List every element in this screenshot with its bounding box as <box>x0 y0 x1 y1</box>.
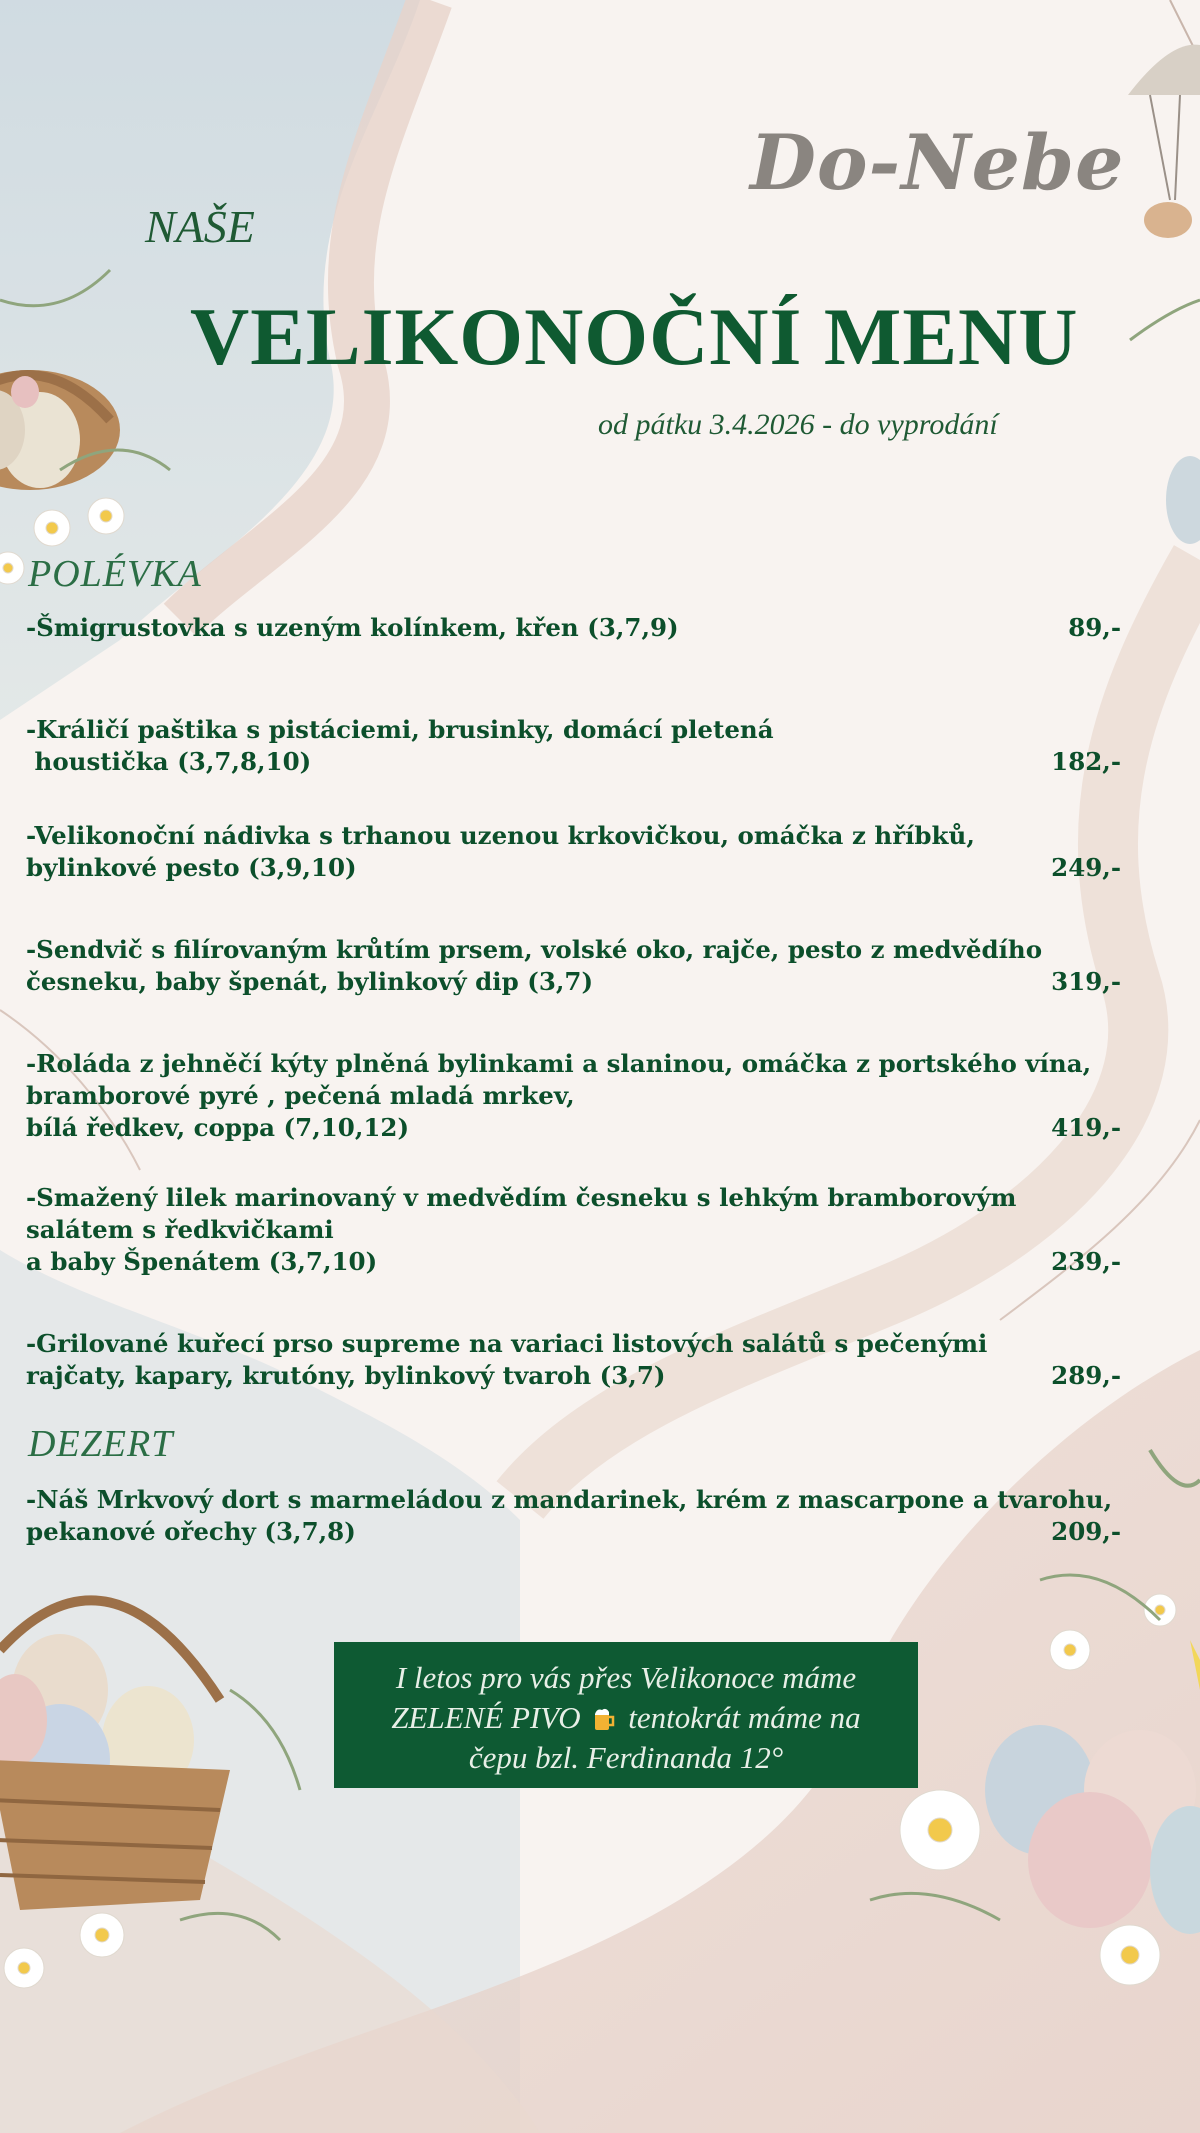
menu-item-text: -Šmigrustovka s uzeným kolínkem, křen (3,7,9) <box>26 613 679 642</box>
menu-item-text: houstička (3,7,8,10) <box>26 747 312 776</box>
menu-item-text: bylinkové pesto (3,9,10) <box>26 853 357 882</box>
menu-item-text: -Smažený lilek marinovaný v medvědím česneku s lehkým bramborovým <box>26 1183 1017 1212</box>
menu-item-text: -Králičí paštika s pistáciemi, brusinky, domácí pletená <box>26 715 774 744</box>
validity-subtitle: od pátku 3.4.2026 - do vyprodání <box>598 408 998 441</box>
menu-item-text: -Velikonoční nádivka s trhanou uzenou krkovičkou, omáčka z hříbků, <box>26 821 975 850</box>
menu-item-price: 249,- <box>1051 853 1121 882</box>
promo-line <box>334 1698 918 1738</box>
menu-item-text: česneku, baby špenát, bylinkový dip (3,7) <box>26 967 594 996</box>
section-heading-soup: POLÉVKA <box>28 553 202 595</box>
menu-item-text: salátem s ředkvičkami <box>26 1215 334 1244</box>
menu-item-text: a baby Špenátem (3,7,10) <box>26 1247 378 1276</box>
egg-basket-icon <box>0 1600 230 1910</box>
promo-line: čepu bzl. Ferdinanda 12° <box>468 1740 784 1775</box>
menu-item-price: 209,- <box>1051 1517 1121 1546</box>
daisy-icon <box>4 1913 124 1988</box>
menu-item-price: 419,- <box>1051 1113 1121 1142</box>
menu-item-price: 182,- <box>1051 747 1121 776</box>
menu-item-text: -Roláda z jehněčí kýty plněná bylinkami a slaninou, omáčka z portského vína, <box>26 1049 1092 1078</box>
menu-item <box>26 612 1121 644</box>
menu-item <box>26 820 1121 884</box>
menu-item-price: 89,- <box>1068 613 1121 642</box>
menu-item-text: rajčaty, kapary, krutóny, bylinkový tvaroh (3,7) <box>26 1361 666 1390</box>
menu-item-text: pekanové ořechy (3,7,8) <box>26 1517 356 1546</box>
menu-item-text: -Grilované kuřecí prso supreme na variaci listových salátů s pečenými <box>26 1329 988 1358</box>
menu-item-price: 289,- <box>1051 1361 1121 1390</box>
menu-item-text: bílá ředkev, coppa (7,10,12) <box>26 1113 410 1142</box>
menu-item-text: -Náš Mrkvový dort s marmeládou z mandarinek, krém z mascarpone a tvarohu, <box>26 1485 1113 1514</box>
beer-mug-icon <box>592 1706 616 1732</box>
promo-line: I letos pro vás přes Velikonoce máme <box>395 1660 857 1695</box>
easter-egg-icon <box>1166 456 1200 544</box>
menu-item-price: 319,- <box>1051 967 1121 996</box>
menu-item <box>26 1484 1121 1548</box>
menu-item-text: bramborové pyré , pečená mladá mrkev, <box>26 1081 575 1110</box>
menu-item <box>26 714 1121 778</box>
header-kicker: NAŠE <box>145 201 255 252</box>
promo-line-highlight: ZELENÉ PIVO <box>391 1700 581 1735</box>
egg-basket-icon <box>0 370 120 490</box>
menu-item <box>26 1182 1121 1278</box>
parachute-bunny-icon <box>1128 45 1200 238</box>
menu-item <box>26 1328 1121 1392</box>
menu-item-price: 239,- <box>1051 1247 1121 1276</box>
promo-line-text: tentokrát máme na <box>628 1700 861 1735</box>
green-beer-promo-box <box>334 1642 918 1788</box>
menu-item <box>26 1048 1121 1144</box>
menu-item-text: -Sendvič s filírovaným krůtím prsem, volské oko, rajče, pesto z medvědího <box>26 935 1043 964</box>
brand-logo: Do-Nebe <box>750 118 1125 207</box>
page-title: VELIKONOČNÍ MENU <box>190 291 1079 382</box>
menu-item <box>26 934 1121 998</box>
easter-egg-icon <box>985 1725 1200 1934</box>
section-heading-dessert: DEZERT <box>28 1423 174 1465</box>
